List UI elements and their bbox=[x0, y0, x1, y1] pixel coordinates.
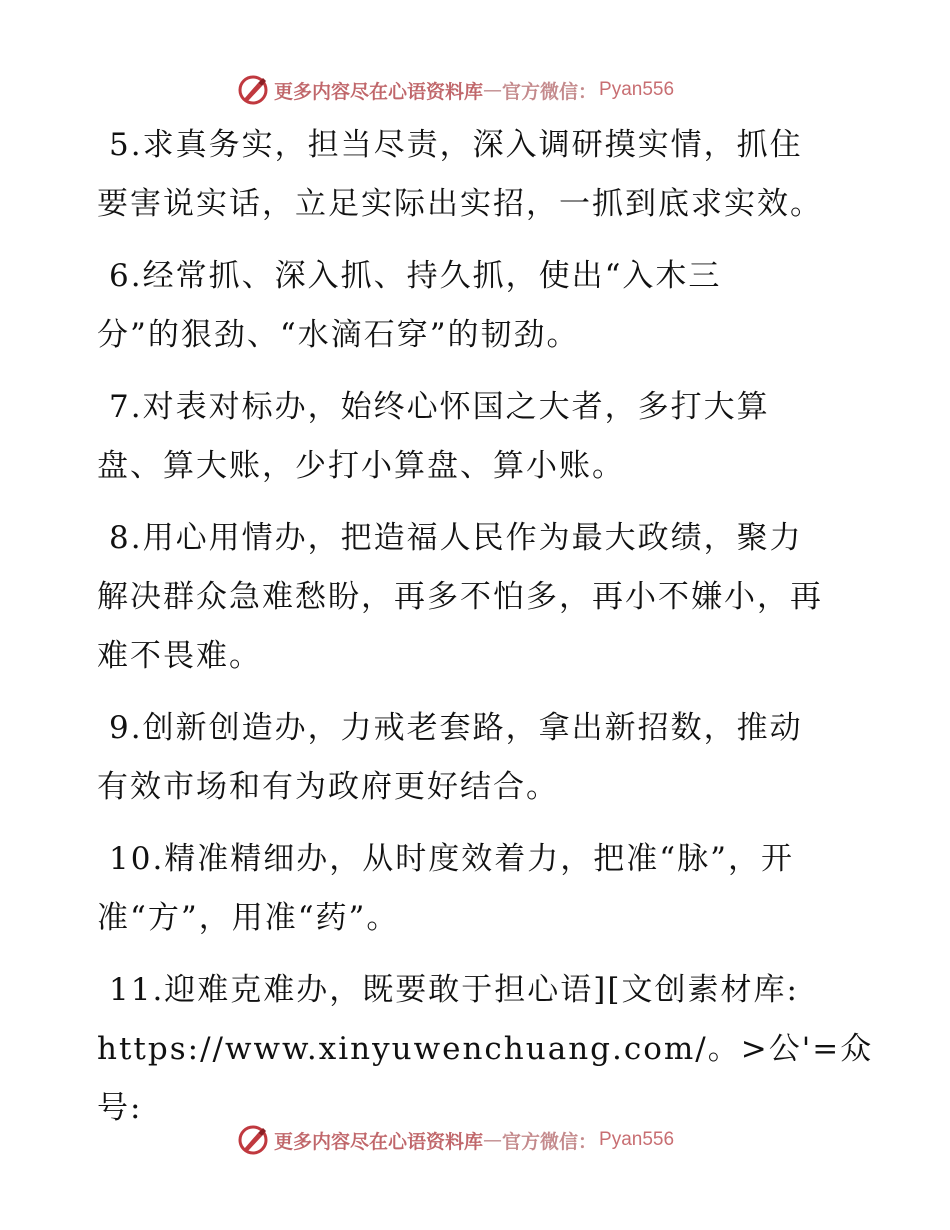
watermark-separator: — bbox=[483, 79, 503, 101]
paragraph-line: 解决群众急难愁盼，再多不怕多，再小不嫌小，再 bbox=[97, 579, 823, 615]
paragraph-line: https://www.xinyuwenchuang.com/。>公'=众号: bbox=[97, 1031, 874, 1126]
paragraph-line: 10.精准精细办，从时度效着力，把准“脉”，开 bbox=[109, 841, 794, 877]
document-body bbox=[97, 116, 877, 1151]
watermark-separator: — bbox=[483, 1129, 503, 1151]
watermark-brand-text: 更多内容尽在心语资料库 bbox=[274, 80, 484, 103]
paragraph-line: 准“方”，用准“药”。 bbox=[97, 900, 400, 936]
watermark-wechat-label: 官方微信： bbox=[502, 80, 598, 103]
pen-logo-icon bbox=[236, 73, 270, 107]
paragraph-line: 11.迎难克难办，既要敢于担心语][文创素材库: bbox=[109, 972, 799, 1008]
footer-watermark bbox=[236, 1122, 674, 1158]
paragraph-line: 有效市场和有为政府更好结合。 bbox=[97, 769, 559, 805]
paragraph-line: 难不畏难。 bbox=[97, 638, 262, 674]
paragraph-8 bbox=[97, 509, 877, 686]
paragraph-11 bbox=[97, 961, 877, 1138]
paragraph-10 bbox=[97, 830, 877, 948]
paragraph-5 bbox=[97, 116, 877, 234]
paragraph-7 bbox=[97, 378, 877, 496]
watermark-wechat-label: 官方微信： bbox=[502, 1130, 598, 1153]
paragraph-line: 要害说实话，立足实际出实招，一抓到底求实效。 bbox=[97, 186, 823, 222]
paragraph-9 bbox=[97, 699, 877, 817]
paragraph-line: 盘、算大账，少打小算盘、算小账。 bbox=[97, 448, 625, 484]
paragraph-line: 5.求真务实，担当尽责，深入调研摸实情，抓住 bbox=[109, 127, 803, 163]
paragraph-line: 8.用心用情办，把造福人民作为最大政绩，聚力 bbox=[109, 520, 803, 556]
watermark-wechat-id: Pyan556 bbox=[599, 1129, 675, 1150]
watermark-brand-text: 更多内容尽在心语资料库 bbox=[274, 1130, 484, 1153]
pen-logo-icon bbox=[236, 1123, 270, 1157]
paragraph-line: 7.对表对标办，始终心怀国之大者，多打大算 bbox=[109, 389, 770, 425]
header-watermark bbox=[236, 72, 674, 108]
watermark-wechat-id: Pyan556 bbox=[599, 79, 675, 100]
paragraph-line: 分”的狠劲、“水滴石穿”的韧劲。 bbox=[97, 317, 580, 353]
paragraph-line: 6.经常抓、深入抓、持久抓，使出“入木三 bbox=[109, 258, 722, 294]
paragraph-6 bbox=[97, 247, 877, 365]
paragraph-line: 9.创新创造办，力戒老套路，拿出新招数，推动 bbox=[109, 710, 803, 746]
